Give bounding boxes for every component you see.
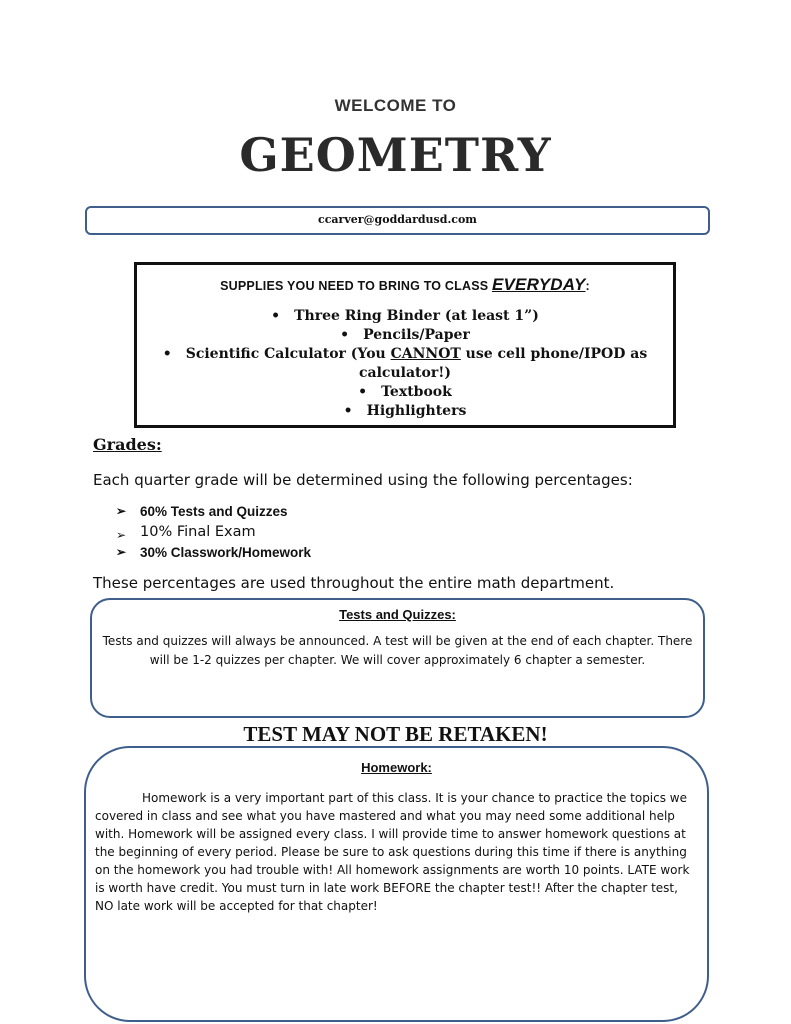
page-title: GEOMETRY bbox=[239, 128, 552, 182]
supply-item-calculator bbox=[137, 345, 673, 383]
grades-intro: Each quarter grade will be determined using the following percentages: bbox=[93, 471, 633, 489]
tests-quizzes-box bbox=[90, 598, 705, 718]
teacher-email: ccarver@goddardusd.com bbox=[318, 213, 477, 226]
calculator-cannot: CANNOT bbox=[390, 346, 461, 362]
homework-heading: Homework: bbox=[361, 760, 432, 775]
grades-note: These percentages are used throughout the entire math department. bbox=[93, 574, 615, 592]
email-box bbox=[85, 206, 710, 235]
supplies-list bbox=[137, 307, 673, 421]
supplies-heading-prefix: SUPPLIES YOU NEED TO BRING TO CLASS bbox=[220, 279, 492, 293]
supplies-heading bbox=[137, 275, 673, 295]
tests-body: Tests and quizzes will always be announced. A test will be given at the end of each chapter. There will be 1-2 quizzes per chapter. We will cover approximately 6 chapter a semester. bbox=[102, 634, 693, 667]
retake-warning: TEST MAY NOT BE RETAKEN! bbox=[243, 722, 548, 746]
tests-heading: Tests and Quizzes: bbox=[339, 607, 456, 622]
grade-item-final: ➢ 10% Final Exam bbox=[116, 521, 311, 543]
grade-item-classwork: ➢ 30% Classwork/Homework bbox=[116, 543, 311, 562]
grade-percentages-list bbox=[116, 502, 311, 562]
supply-item: • Highlighters bbox=[137, 402, 673, 421]
supplies-box bbox=[134, 262, 676, 428]
supply-item: • Pencils/Paper bbox=[137, 326, 673, 345]
calculator-text-before: Scientific Calculator (You bbox=[185, 346, 391, 362]
homework-body: Homework is a very important part of this class. It is your chance to practice the topics we covered in class and see what you have mastered and what you may need some additional help with. Homework will be assigned every class. I will provide time to answer homework questions at the beginning of every period. Please be sure to ask questions during this time if there is anything on the homework you had trouble with! All homework assignments are worth 10 points. LATE work is worth have credit. You must turn in late work BEFORE the chapter test!! After the chapter test, NO late work will be accepted for that chapter! bbox=[95, 791, 690, 913]
supplies-heading-suffix: : bbox=[585, 279, 590, 293]
supply-item: • Three Ring Binder (at least 1”) bbox=[137, 307, 673, 326]
grade-item-tests: ➢ 60% Tests and Quizzes bbox=[116, 502, 311, 521]
grades-heading: Grades: bbox=[93, 435, 162, 454]
welcome-heading: WELCOME TO bbox=[334, 96, 457, 115]
homework-box bbox=[84, 746, 709, 1022]
supply-item: • Textbook bbox=[137, 383, 673, 402]
calculator-text-after: use cell phone/IPOD as calculator!) bbox=[359, 346, 648, 381]
supplies-heading-everyday: EVERYDAY bbox=[491, 275, 586, 294]
